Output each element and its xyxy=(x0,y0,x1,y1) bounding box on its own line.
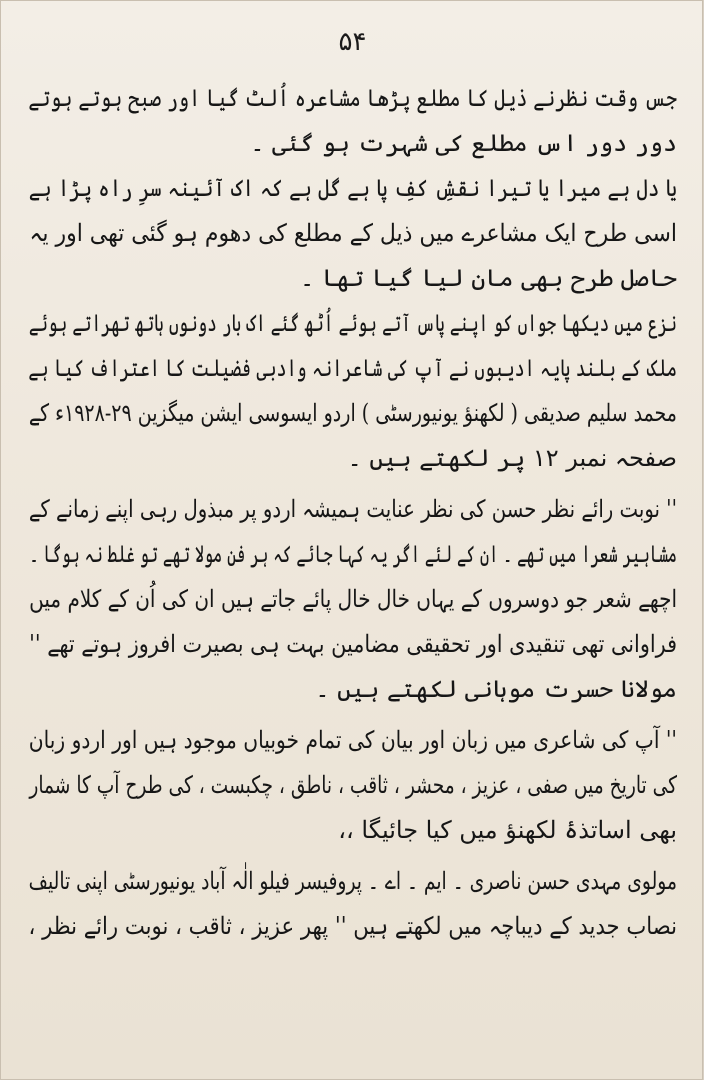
text-line: محمد سلیم صدیقی ( لکھنؤ یونیورسٹی ) اردو ایسوسی ایشن میگزین ۲۹-۱۹۲۸ء کے xyxy=(28,399,678,427)
quote-line: فراوانی تھی تنقیدی اور تحقیقی مضامین بہت ہی بصیرت افروز ہوتے تھے '' xyxy=(29,630,677,658)
quote-line: کی تاریخ میں صفی ، عزیز ، محشر ، ثاقب ، ناطق ، چکبست ، کی طرح آپ کا شمار xyxy=(29,771,677,799)
text-line: مولانا حسرت موہانی لکھتے ہیں ۔ xyxy=(315,675,677,703)
text-line: اسی طرح ایک مشاعرے میں ذیل کے مطلع کی دھوم ہو گئی تھی اور یہ xyxy=(29,219,678,247)
quote-line: اچھے شعر جو دوسروں کے یہاں خال خال پائے جاتے ہیں ان کی اُن کے کلام میں xyxy=(29,585,678,613)
text-line: حاصل طرح بھی مان لیا گیا تھا ۔ xyxy=(300,264,677,292)
text-line: مولوی مہدی حسن ناصری ۔ ایم ۔ اے ۔ پروفیسر فیلو الٰہ آباد یونیورسٹی اپنی تالیف xyxy=(28,867,677,895)
verse-line: نزع میں دیکھا جواں کو اپنے پاس آتے ہوئے اُٹھ گئے اک بار دونوں ہاتھ تھراتے ہوئے xyxy=(28,309,677,337)
text-line: ملک کے بلند پایہ ادیبوں نے آپ کی شاعرانہ وادبی فضیلت کا اعتراف کیا ہے xyxy=(28,354,677,382)
quote-line: بھی اساتذۂ لکھنؤ میں کیا جائیگا ،، xyxy=(338,816,677,844)
text-line: صفحہ نمبر ۱۲ پر لکھتے ہیں ۔ xyxy=(347,444,677,472)
quote-line: '' نوبت رائے نظر حسن کی نظر عنایت ہمیشہ اردو پر مبذول رہی اپنے زمانے کے xyxy=(28,495,678,523)
page-number: ۵۴ xyxy=(338,27,367,57)
quote-line: '' آپ کی شاعری میں زبان اور بیان کی تمام خوبیاں موجود ہیں اور اردو زبان xyxy=(28,726,677,754)
quote-line: مشاہیر شعرا میں تھے ۔ ان کے لئے اگر یہ کہا جائے کہ ہر فن مولا تھے تو غلط نہ ہوگا ۔ xyxy=(29,540,677,568)
text-line: جس وقت نظرنے ذیل کا مطلع پڑھا مشاعرہ اُلٹ گیا اور صبح ہوتے ہوتے xyxy=(28,84,678,112)
urdu-text-body xyxy=(29,83,677,956)
verse-line: یا دل ہے میرا یا تیرا نقشِ کفِ پا ہے گل ہے کہ اک آئینہ سرِ راہ پڑا ہے xyxy=(28,174,677,202)
text-line: دور دور اس مطلع کی شہرت ہو گئی ۔ xyxy=(250,129,677,157)
text-line: نصاب جدید کے دیباچہ میں لکھتے ہیں '' پھر عزیز ، ثاقب ، نوبت رائے نظر ، xyxy=(28,912,678,940)
